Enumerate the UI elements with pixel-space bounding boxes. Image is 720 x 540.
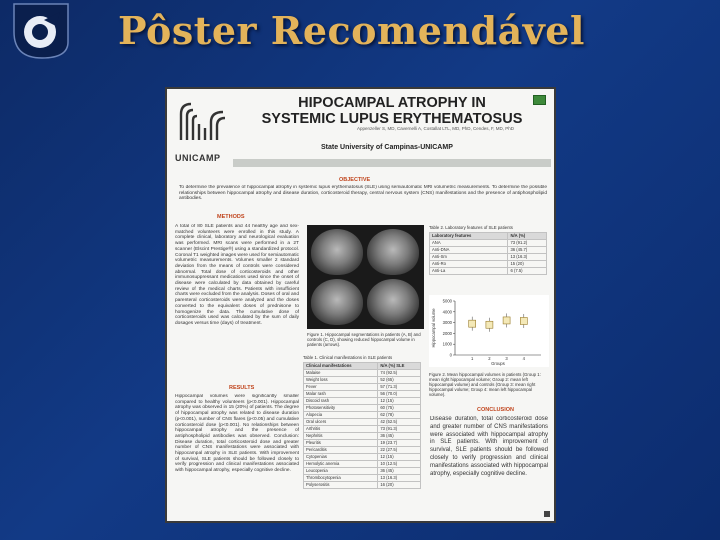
mri-image-a [311, 229, 363, 275]
x-tick-label: 4 [522, 356, 525, 361]
table-row [304, 461, 421, 468]
results-text: Hippocampal volumes were significantly smaller compared to healthy volunteers (p<0.001). Hippocampal atrophy was observed in 15 (20%) of patients. The degree of hippocampal atrophy was related to disease duration (p<0.001), number of CNS flares (p<0.05) and cumulative corticosteroid dose (p<0.001). No relationships between hippocampal atrophy and the presence of antiphospholipid antibodies was observed. Conclusion: Disease duration, total corticosteroid dose and greater number of CNS manifestations were associated with hippocampal atrophy in SLE patients. With improvement of survival, SLE patients should be followed closely to verify progression and clinical manifestations associated with hippocampal atrophy, especially cognitive decline. [175, 394, 299, 474]
table2-header: Laboratory features [430, 233, 508, 240]
table-cell: Discoid rash [304, 398, 378, 405]
table-row [304, 482, 421, 489]
table-row [430, 240, 547, 247]
x-tick-label: 1 [471, 356, 474, 361]
table-row [430, 268, 547, 275]
poster-title-line2: SYSTEMIC LUPUS ERYTHEMATOSUS [261, 111, 523, 127]
hippocampal-volume-chart [429, 295, 549, 367]
table-cell: 36 (45) [378, 468, 421, 475]
x-axis-label: Groups [491, 361, 505, 366]
mri-image-d [367, 279, 419, 325]
table-cell: Malaise [304, 370, 378, 377]
table-cell: 73 (91.2) [508, 240, 547, 247]
figure2-caption: Figure 2. Mean hippocampal volumes in patients (Group 1: mean right hippocampal volume; Group 2: mean left hippocampal volume) and controls (Group 3: mean right hippocampal volume; Group 4: mean left hippocampal volume). [429, 372, 541, 397]
poster-title [247, 95, 537, 127]
table-cell: 57 (71.3) [378, 384, 421, 391]
table-cell: Leucopenia [304, 468, 378, 475]
data-point [486, 321, 493, 328]
table-row [304, 468, 421, 475]
y-tick-label: 3000 [442, 320, 452, 326]
table-cell: 74 (92.5) [378, 370, 421, 377]
table-cell: Hemolytic anemia [304, 461, 378, 468]
conclusion-heading: CONCLUSION [477, 407, 514, 413]
table-cell: 52 (65) [378, 377, 421, 384]
table-cell: Pericarditis [304, 447, 378, 454]
table-cell: Weight loss [304, 377, 378, 384]
methods-text: A total of 80 SLE patients and 44 healthy age and sex-matched volunteers were enrolled in this study. A complete clinical, laboratory and neurological evaluation was performed. MRI scans were performed in a 2T scanner (Elscint Prestige®) using a standardized protocol. Coronal T1 weighted images were used for semiautomatic volumetric measurements. Volumes smaller 2 standard deviation from the means of controls were considered abnormal. Total dose of corticosteroids and other immunosuppressant medications used since the onset of disease were calculated by data obtained by careful review of the medical charts. Patients with insufficient charts were excluded from the analysis. Doses of oral and parenteral corticosteroids were analyzed and the doses converted to the equivalent doses of prednisone to homogenize the data. The cumulative dose of corticosteroids used was calculated by the sum of daily dosages versus time (days) of treatment. [175, 224, 299, 326]
table-row [304, 405, 421, 412]
table-cell: 22 (27.5) [378, 447, 421, 454]
table-cell: Pleuritis [304, 440, 378, 447]
table-cell: 13 (16.3) [378, 475, 421, 482]
table-row [304, 419, 421, 426]
y-tick-label: 0 [449, 352, 452, 358]
y-tick-label: 2000 [442, 330, 452, 336]
table-cell: Anti-DNA [430, 247, 508, 254]
table-row [304, 370, 421, 377]
table-row [304, 384, 421, 391]
mri-image-b [367, 229, 419, 275]
table-row [304, 475, 421, 482]
institution-logo-icon [8, 2, 72, 60]
mri-figure [307, 225, 424, 329]
poster [165, 87, 556, 523]
table-cell: 13 (16.3) [508, 254, 547, 261]
data-point [469, 320, 476, 327]
table-row [304, 433, 421, 440]
table-cell: Polyserositis [304, 482, 378, 489]
table-cell: 73 (91.3) [378, 426, 421, 433]
table-row [304, 398, 421, 405]
table-cell: Alopecia [304, 412, 378, 419]
results-heading: RESULTS [229, 385, 255, 391]
table2 [429, 232, 547, 275]
table-cell: 60 (75) [378, 405, 421, 412]
table-cell: 19 (23.7) [378, 440, 421, 447]
table-row [304, 377, 421, 384]
table1 [303, 362, 421, 489]
table1-caption: Table 1. Clinical manifestations in SLE patients [303, 355, 393, 360]
table-row [430, 254, 547, 261]
table-row [304, 391, 421, 398]
table-cell: 16 (20) [378, 482, 421, 489]
table-row [430, 261, 547, 268]
table-cell: Photosensitivity [304, 405, 378, 412]
methods-heading: METHODS [217, 214, 245, 220]
table-row [304, 426, 421, 433]
table-cell: 10 (12.5) [378, 461, 421, 468]
table2-header: N/A (%) [508, 233, 547, 240]
table-row [304, 447, 421, 454]
table1-header: Clinical manifestations [304, 363, 378, 370]
poster-header-bar [233, 159, 551, 167]
table-cell: Fever [304, 384, 378, 391]
unicamp-logo-icon [171, 92, 237, 158]
table-row [304, 440, 421, 447]
x-tick-label: 2 [488, 356, 491, 361]
poster-university: State University of Campinas-UNICAMP [321, 144, 453, 151]
slide-title: Pôster Recomendável [118, 8, 585, 53]
badge-icon [533, 95, 546, 105]
y-tick-label: 5000 [442, 298, 452, 304]
table-row [304, 454, 421, 461]
data-point [503, 317, 510, 324]
table-cell: Nephritis [304, 433, 378, 440]
corner-marker-icon [544, 511, 550, 517]
table-cell: Malar rash [304, 391, 378, 398]
table-row [304, 412, 421, 419]
table-cell: Arthritis [304, 426, 378, 433]
y-axis-label: Hippocampal volume [431, 308, 436, 348]
y-tick-label: 1000 [442, 341, 452, 347]
figure1-caption: Figure 1. Hippocampal segmentations in patients (A, B) and controls (C, D), showing reduced hippocampal volume in patients (arrows). [307, 332, 421, 347]
mri-image-c [311, 279, 363, 325]
y-tick-label: 4000 [442, 309, 452, 315]
table-cell: Anti-Ro [430, 261, 508, 268]
table-cell: 6 (7.5) [508, 268, 547, 275]
table2-caption: Table 2. Laboratory features of SLE patients [429, 225, 513, 230]
table-cell: ANA [430, 240, 508, 247]
poster-authors: Appenzeller S, MD, Cavernelli A, Costallat LTL, MD, PhD, Cendes, F, MD, PhD [357, 126, 514, 131]
table-cell: 12 (15) [378, 398, 421, 405]
table-cell: 15 (20) [508, 261, 547, 268]
table-cell: 62 (78) [378, 412, 421, 419]
x-tick-label: 3 [505, 356, 508, 361]
table-cell: 36 (45) [378, 433, 421, 440]
table-cell: Anti-La [430, 268, 508, 275]
objective-heading: OBJECTIVE [339, 177, 371, 183]
table-cell: Oral ulcers [304, 419, 378, 426]
table-cell: Cytopenias [304, 454, 378, 461]
table-cell: 42 (52.5) [378, 419, 421, 426]
conclusion-text: Disease duration, total corticosteroid dose and greater number of CNS manifestations were associated with hippocampal atrophy in SLE patients. With improvement of survival, SLE patients should be followed closely to verify progression and clinical manifestations associated with hippocampal atrophy, especially cognitive decline. [430, 416, 548, 477]
poster-title-line1: HIPOCAMPAL ATROPHY IN [298, 95, 486, 111]
data-point [520, 317, 527, 324]
table-cell: 56 (70.0) [378, 391, 421, 398]
table-cell: 36 (45.7) [508, 247, 547, 254]
objective-text: To determine the prevalence of hippocampal atrophy in systemic lupus erythematosus (SLE) using semiautomatic MRI volumetric measurements. To determine the possible relationships between hippocampal atrophy and disease duration, corticosteroid therapy, central nervous system (CNS) manifestations and the presence of antiphospholipid antibodies. [179, 185, 547, 202]
table1-header: N/A (%) SLE [378, 363, 421, 370]
table-cell: 12 (15) [378, 454, 421, 461]
table-row [430, 247, 547, 254]
table-cell: Thrombocytopenia [304, 475, 378, 482]
table-cell: Anti-Sm [430, 254, 508, 261]
poster-institution: UNICAMP [175, 153, 221, 163]
